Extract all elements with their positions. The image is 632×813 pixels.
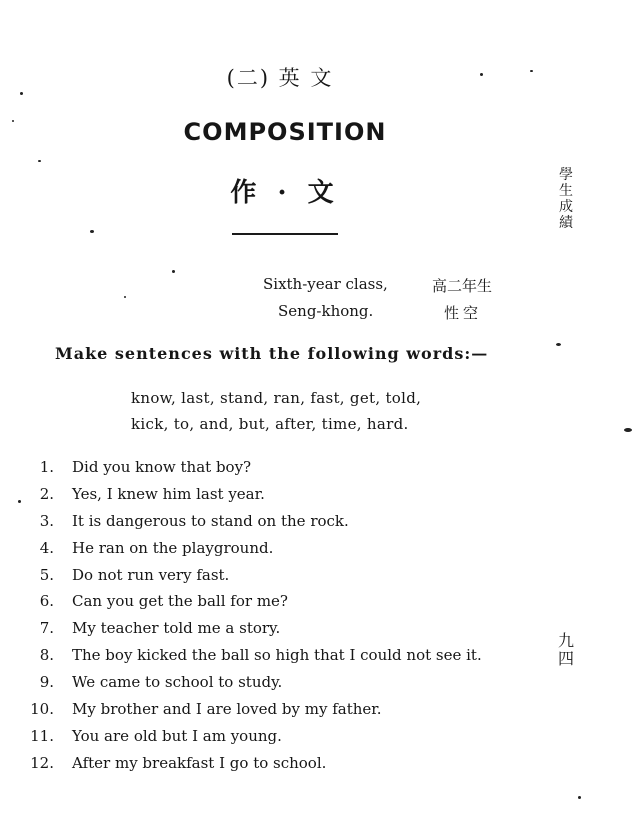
list-item	[28, 726, 482, 753]
sentence-text: After my breakfast I go to school.	[72, 753, 327, 772]
composition-title: COMPOSITION	[183, 118, 387, 146]
sentence-number: 3.	[39, 511, 54, 530]
sentence-number: 2.	[39, 484, 54, 503]
sentence-text: Can you get the ball for me?	[72, 592, 288, 611]
sentence-number: 12.	[30, 753, 54, 772]
sentence-text: Yes, I knew him last year.	[72, 484, 265, 503]
sentence-number: 9.	[39, 673, 54, 692]
sentence-number: 4.	[39, 538, 54, 557]
sentence-number: 10.	[30, 700, 54, 719]
scan-speck	[578, 796, 581, 799]
sentence-number: 1.	[39, 458, 54, 476]
scan-speck	[172, 270, 175, 273]
scan-speck	[90, 230, 94, 233]
sentence-text: It is dangerous to stand on the rock.	[72, 511, 349, 530]
author-name: Seng-khong.	[278, 302, 374, 320]
list-item	[28, 618, 482, 645]
sentence-text: Did you know that boy?	[72, 458, 252, 476]
list-item	[28, 591, 482, 618]
composition-title-chinese: 作 · 文	[230, 178, 340, 208]
author-class-chinese: 高二年生	[432, 277, 493, 295]
side-label: 學生成績	[559, 167, 573, 231]
list-item	[28, 538, 482, 565]
scan-speck	[18, 500, 21, 503]
sentence-text: We came to school to study.	[72, 673, 283, 692]
list-item	[28, 484, 482, 511]
list-item	[28, 511, 482, 538]
sentence-text: The boy kicked the ball so high that I could not see it.	[72, 646, 482, 665]
word-list-line: know, last, stand, ran, fast, get, told,	[131, 389, 422, 407]
author-name-chinese: 性空	[444, 304, 483, 322]
sentence-text: Do not run very fast.	[72, 565, 230, 584]
scan-speck	[12, 120, 14, 122]
sentence-number: 7.	[39, 619, 54, 638]
sentence-number: 5.	[39, 565, 54, 584]
page-number: 九四	[557, 631, 574, 668]
word-list-line: kick, to, and, but, after, time, hard.	[131, 415, 409, 433]
sentence-text: He ran on the playground.	[72, 538, 274, 557]
list-item	[28, 565, 482, 592]
title-underline	[232, 233, 338, 235]
list-item	[28, 457, 482, 484]
author-class: Sixth-year class,	[263, 275, 388, 293]
sentence-text: My teacher told me a story.	[72, 619, 281, 638]
sentence-number: 6.	[39, 592, 54, 611]
sentence-list	[28, 457, 482, 780]
list-item	[28, 645, 482, 672]
scan-speck	[530, 70, 533, 72]
scan-speck	[556, 343, 561, 346]
scan-speck	[20, 92, 23, 95]
list-item	[28, 699, 482, 726]
section-heading: (二) 英 文	[226, 66, 334, 90]
sentence-text: My brother and I are loved by my father.	[72, 700, 382, 719]
scan-speck	[124, 296, 126, 298]
list-item	[28, 672, 482, 699]
list-item	[28, 753, 482, 780]
scan-speck	[480, 73, 483, 76]
sentence-number: 11.	[30, 726, 54, 745]
scan-speck	[38, 160, 41, 162]
sentence-text: You are old but I am young.	[72, 726, 282, 745]
scan-speck	[624, 428, 632, 432]
sentence-number: 8.	[39, 646, 54, 665]
instruction-text: Make sentences with the following words:—	[55, 344, 489, 363]
